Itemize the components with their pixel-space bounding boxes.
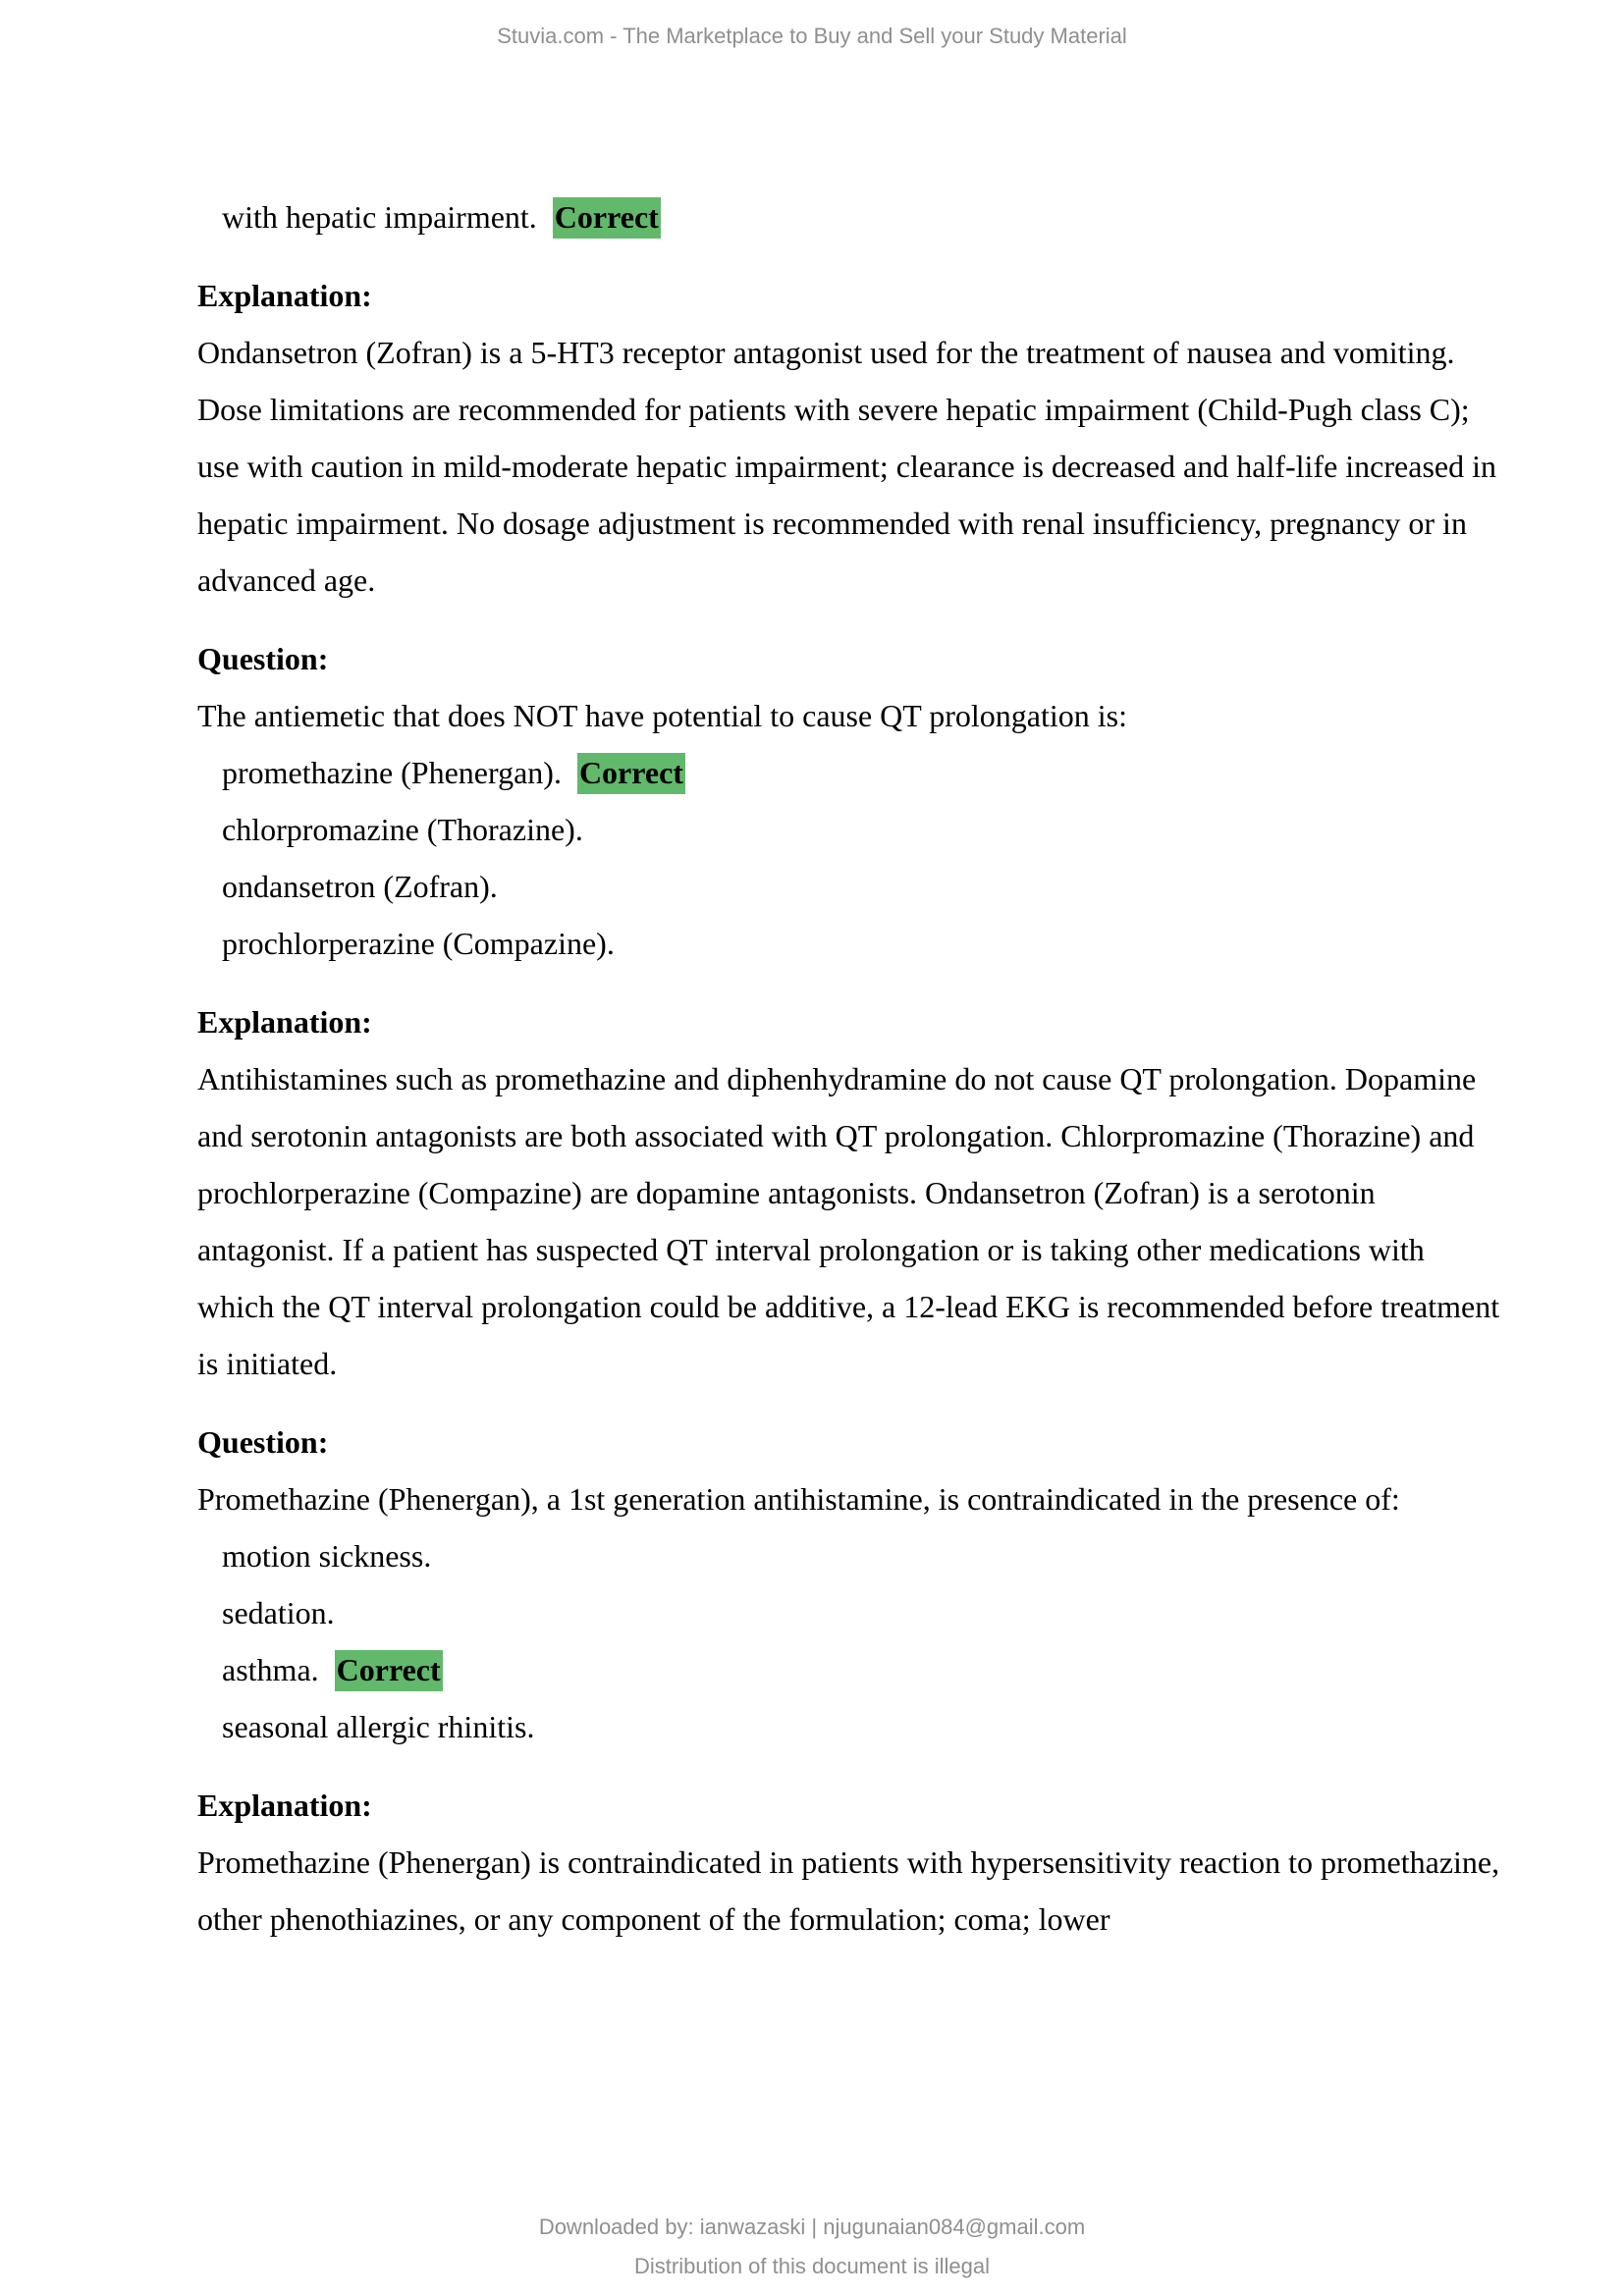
answer-option: asthma. Correct (197, 1641, 1503, 1698)
correct-badge: Correct (335, 1650, 443, 1691)
answer-option: sedation. (222, 1595, 335, 1630)
answer-option: prochlorperazine (Compazine). (222, 926, 615, 961)
question-text: The antiemetic that does NOT have potential to cause QT prolongation is: (197, 698, 1128, 733)
distribution-notice: Distribution of this document is illegal (634, 2254, 990, 2278)
question-heading: Question: (197, 1424, 329, 1460)
explanation-heading: Explanation: (197, 1788, 372, 1823)
document-body (197, 188, 1503, 1948)
answer-option: ondansetron (Zofran). (222, 869, 498, 904)
explanation-text: Ondansetron (Zofran) is a 5-HT3 receptor antagonist used for the treatment of nausea and vomiting. Dose limitations are recommended for patients with severe hepatic impairment (Child-Pugh class C); use with caution in mild-moderate hepatic impairment; clearance is decreased and half-life increased in hepatic impairment. No dosage adjustment is recommended with renal insufficiency, pregnancy or in advanced age. (197, 335, 1496, 598)
explanation-text: Antihistamines such as promethazine and diphenhydramine do not cause QT prolongation. Dopamine and serotonin antagonists are both associated with QT prolongation. Chlorpromazine (Thorazine) and prochlorperazine (Compazine) are dopamine antagonists. Ondansetron (Zofran) is a serotonin antagonist. If a patient has suspected QT interval prolongation or is taking other medications with which the QT interval prolongation could be additive, a 12-lead EKG is recommended before treatment is initiated. (197, 1061, 1500, 1381)
explanation-text: Promethazine (Phenergan) is contraindicated in patients with hypersensitivity reaction to promethazine, other phenothiazines, or any component of the formulation; coma; lower (197, 1844, 1500, 1937)
answer-option: seasonal allergic rhinitis. (222, 1709, 535, 1744)
answer-option: with hepatic impairment. Correct (197, 188, 1503, 245)
page-header: Stuvia.com - The Marketplace to Buy and Sell your Study Material (497, 24, 1127, 48)
download-info: Downloaded by: ianwazaski | njugunaian084@gmail.com (538, 2215, 1086, 2239)
correct-badge: Correct (553, 197, 661, 239)
answer-option: chlorpromazine (Thorazine). (222, 812, 583, 847)
question-heading: Question: (197, 641, 329, 676)
answer-option: motion sickness. (222, 1538, 432, 1574)
correct-badge: Correct (577, 753, 685, 794)
explanation-heading: Explanation: (197, 278, 372, 313)
answer-option: promethazine (Phenergan). Correct (197, 744, 1503, 801)
question-text: Promethazine (Phenergan), a 1st generation antihistamine, is contraindicated in the presence of: (197, 1481, 1400, 1517)
explanation-heading: Explanation: (197, 1004, 372, 1040)
